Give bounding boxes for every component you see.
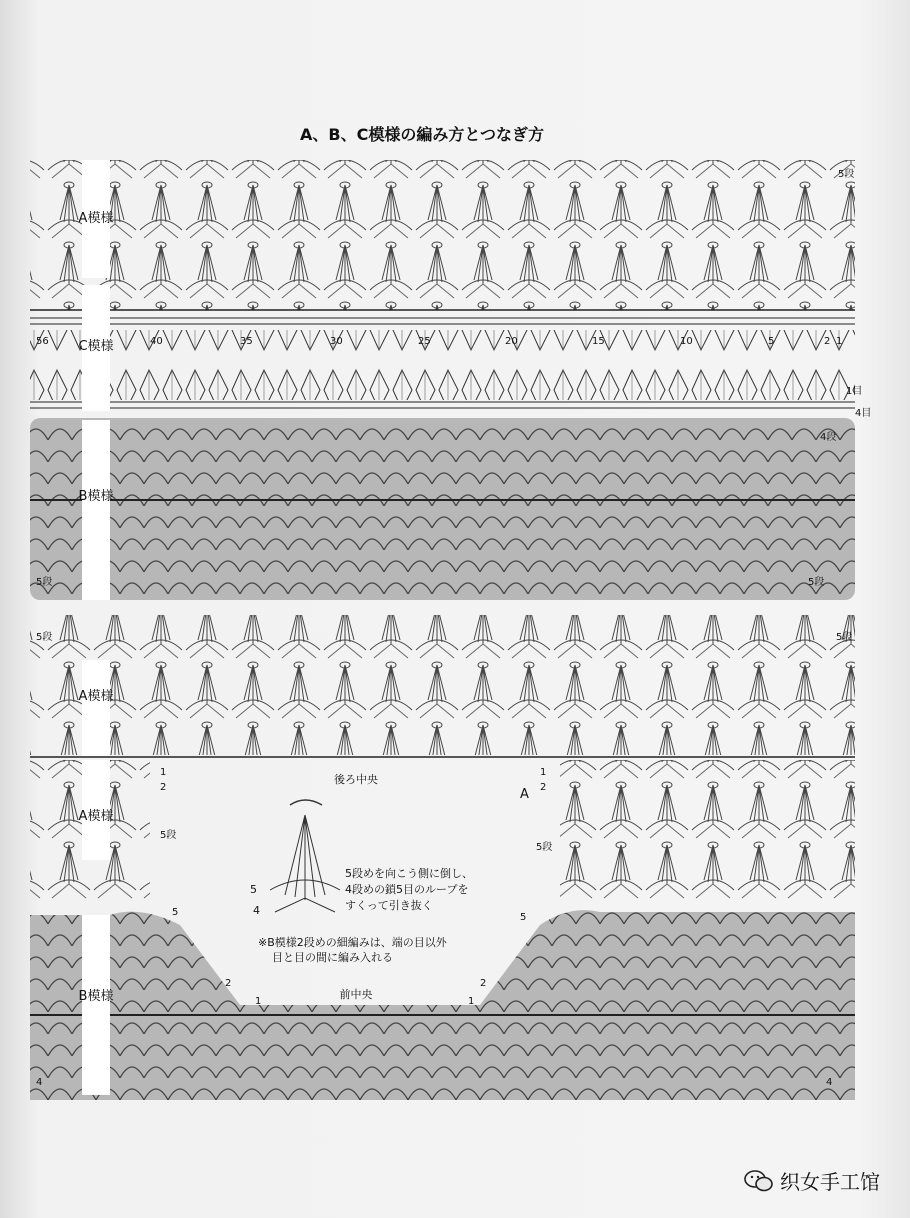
row-mark-4-b-left: 4 [36,1077,43,1088]
joining-detail-motif [270,800,340,912]
note-line-1: 5段めを向こう側に倒し、 [345,867,473,880]
row-mark-2-right: 2 [540,782,547,793]
row-mark-5-b-right: 5段 [808,577,825,588]
c-stitch-number: 25 [418,336,431,347]
b-note-line-1: ※B模様2段めの細編みは、端の目以外 [258,936,447,949]
c-stitch-number: 10 [680,336,693,347]
page-title: A、B、C模様の編み方とつなぎ方 [300,125,545,144]
a-pattern-right-piece [560,760,855,900]
row-mark-4-b: 4段 [820,432,837,443]
c-pattern-band [30,318,855,408]
c-pattern-label: C模様 [78,339,114,354]
watermark [744,1166,880,1195]
row-mark-5-a-left: 5段 [36,632,53,643]
row-mark-5-top: 5段 [838,169,855,180]
a-pattern-band-top [30,160,855,310]
a-pattern-label-2: A模様 [78,689,114,704]
row-mark-1-b-left: 1 [255,996,262,1007]
row-mark-5-a-right: 5段 [836,632,853,643]
a-label-tab-2 [82,660,110,756]
b-label-tab-2 [82,915,110,1095]
row-mark-1me: 1目 [846,386,863,397]
row-mark-1-right: 1 [540,767,547,778]
row-mark-5-b-left: 5段 [36,577,53,588]
b-label-tab [82,420,110,600]
a-pattern-label: A模様 [78,211,114,226]
a-mark-label: A [520,787,529,802]
row-mark-5-b-shaped-right: 5 [520,912,527,923]
c-stitch-number: 5 [768,336,775,347]
note-line-3: すくって引き抜く [345,899,433,912]
row-mark-1-b-right: 1 [468,996,475,1007]
arrow-5-label: 5 [250,883,257,896]
b-note-line-2: 目と目の間に編み入れる [272,951,393,964]
c-stitch-number: 15 [592,336,605,347]
a-pattern-label-3: A模様 [78,809,114,824]
c-stitch-number: 35 [240,336,253,347]
row-mark-5-right-a: 5段 [536,842,553,853]
row-mark-4-b-right: 4 [826,1077,833,1088]
a-pattern-band-middle [30,615,855,757]
b-pattern-band-top [30,418,855,600]
wechat-icon [744,1169,774,1193]
arrow-4-label: 4 [253,904,260,917]
c-stitch-number: 20 [505,336,518,347]
b-pattern-label: B模様 [78,489,114,504]
row-mark-2-left: 2 [160,782,167,793]
row-mark-2-b-left: 2 [225,978,232,989]
row-mark-5-left-a: 5段 [160,830,177,841]
note-line-2: 4段めの鎖5目のループを [345,883,469,896]
row-mark-1-left: 1 [160,767,167,778]
watermark-text: 织女手工馆 [780,1170,880,1194]
row-mark-4me: 4目 [855,408,872,419]
c-stitch-number: 1 [836,336,843,347]
c-stitch-number: 30 [330,336,343,347]
row-mark-2-b-right: 2 [480,978,487,989]
c-stitch-number: 40 [150,336,163,347]
row-mark-5-b-shaped-left: 5 [172,907,179,918]
c-stitch-number: 2 [824,336,831,347]
back-center-label: 後ろ中央 [334,773,378,786]
front-center-label: 前中央 [339,988,373,1001]
b-pattern-label-2: B模様 [78,989,114,1004]
c-stitch-number: 56 [36,336,49,347]
